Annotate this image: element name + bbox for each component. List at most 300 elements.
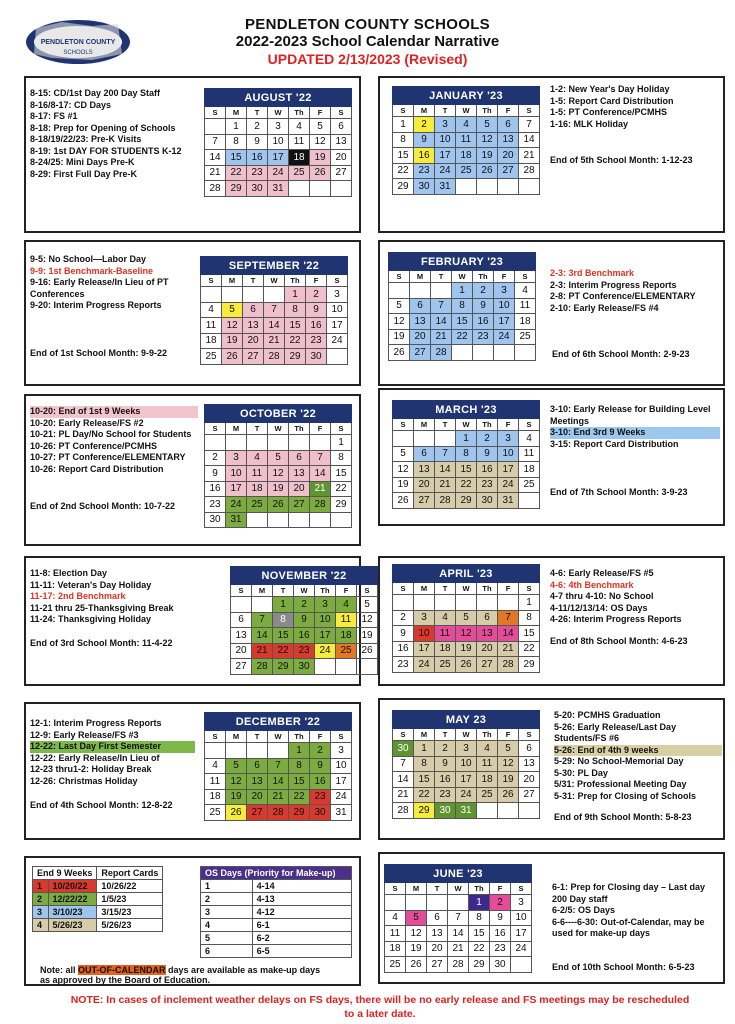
- calendar-may: MAY 23 S M T W Th F S 30 1 2 3 4 5 6 7 8 9 10 11 12 13 14 15 16 17 18 19 20 21 22 23 24 25 26 27 28 29 30 31: [392, 710, 540, 819]
- calendar-day: [247, 435, 268, 451]
- calendar-day: 6: [414, 446, 435, 462]
- calendar-day: 18: [247, 481, 268, 497]
- calendar-day: 10: [327, 302, 348, 318]
- calendar-day: 25: [519, 477, 540, 493]
- calendar-day: 10: [456, 756, 477, 772]
- calendar-day: 27: [247, 805, 268, 821]
- calendar-day: 13: [427, 926, 448, 942]
- calendar-day: 29: [456, 493, 477, 509]
- february-end-of-month: End of 6th School Month: 2-9-23: [552, 349, 690, 359]
- day-header: T: [427, 883, 448, 895]
- calendar-day: 9: [205, 466, 226, 482]
- calendar-january: JANUARY '23 S M T W Th F S 1 2 3 4 5 6 7 8 9 10 11 12 13 14 15 16 17 18 19 20 21 22 23 24 25 26 27 28 29 30 31: [392, 86, 540, 195]
- calendar-day: 28: [498, 657, 519, 673]
- calendar-day: 28: [393, 803, 414, 819]
- calendar-day: 7: [431, 298, 452, 314]
- calendar-day: 9: [435, 756, 456, 772]
- calendar-day: 1: [226, 119, 247, 135]
- calendar-day: 23: [490, 941, 511, 957]
- calendar-day: 30: [306, 349, 327, 365]
- calendar-day: 19: [456, 641, 477, 657]
- calendar-september: SEPTEMBER '22 S M T W Th F S 1 2 3 4 5 6 7 8 9 10 11 12 13 14 15 16 17 18 19 20 21 22 23 24 25 26 27 28 29 30: [200, 256, 348, 365]
- calendar-day: 16: [294, 628, 315, 644]
- calendar-day: [264, 287, 285, 303]
- calendar-day: 12: [393, 462, 414, 478]
- calendar-day: 22: [226, 165, 247, 181]
- calendar-day: 25: [477, 787, 498, 803]
- day-header: F: [310, 107, 331, 119]
- day-header: S: [327, 275, 348, 287]
- calendar-day: 28: [310, 497, 331, 513]
- calendar-day: 3: [498, 431, 519, 447]
- day-header: S: [393, 729, 414, 741]
- svg-text:PENDLETON COUNTY: PENDLETON COUNTY: [40, 39, 116, 46]
- calendar-day: [477, 803, 498, 819]
- calendar-day: 4: [201, 302, 222, 318]
- day-header: M: [406, 883, 427, 895]
- calendar-day: 16: [477, 462, 498, 478]
- calendar-day: 14: [264, 318, 285, 334]
- calendar-day: [393, 595, 414, 611]
- calendar-day: 6: [498, 117, 519, 133]
- calendar-day: 28: [252, 659, 273, 675]
- calendar-day: 13: [414, 462, 435, 478]
- calendar-day: 20: [331, 150, 352, 166]
- day-header: M: [414, 729, 435, 741]
- calendar-day: 20: [247, 789, 268, 805]
- calendar-day: [456, 595, 477, 611]
- calendar-day: [289, 435, 310, 451]
- calendar-day: 29: [331, 497, 352, 513]
- calendar-day: 5: [222, 302, 243, 318]
- calendar-day: 24: [226, 497, 247, 513]
- calendar-december: DECEMBER '22 S M T W Th F S 1 2 3 4 5 6 7 8 9 10 11 12 13 14 15 16 17 18 19 20 21 22 23 24 25 26 27 28 29 30 31: [204, 712, 352, 821]
- calendar-day: [410, 283, 431, 299]
- day-header: Th: [285, 275, 306, 287]
- calendar-day: [310, 512, 331, 528]
- day-header: Th: [477, 419, 498, 431]
- calendar-day: 6: [243, 302, 264, 318]
- calendar-day: 22: [331, 481, 352, 497]
- calendar-day: 5: [357, 597, 378, 613]
- calendar-day: 2: [490, 895, 511, 911]
- calendar-day: 8: [273, 612, 294, 628]
- calendar-day: [494, 345, 515, 361]
- calendar-day: 10: [226, 466, 247, 482]
- calendar-day: 24: [456, 787, 477, 803]
- calendar-day: 27: [410, 345, 431, 361]
- calendar-day: 21: [205, 165, 226, 181]
- calendar-day: 4: [205, 758, 226, 774]
- calendar-day: 2: [435, 741, 456, 757]
- day-header: S: [331, 423, 352, 435]
- day-header: W: [456, 729, 477, 741]
- calendar-day: [414, 431, 435, 447]
- calendar-day: 3: [331, 743, 352, 759]
- day-header: M: [410, 271, 431, 283]
- calendar-day: 10: [435, 132, 456, 148]
- calendar-day: 10: [268, 134, 289, 150]
- calendar-day: 4: [289, 119, 310, 135]
- calendar-day: 20: [289, 481, 310, 497]
- calendar-day: 14: [448, 926, 469, 942]
- day-header: T: [435, 419, 456, 431]
- calendar-day: 6: [289, 450, 310, 466]
- calendar-day: 26: [222, 349, 243, 365]
- calendar-day: 23: [294, 643, 315, 659]
- calendar-day: 20: [477, 641, 498, 657]
- calendar-day: 10: [511, 910, 532, 926]
- calendar-day: 27: [519, 787, 540, 803]
- calendar-day: 15: [273, 628, 294, 644]
- calendar-day: 14: [310, 466, 331, 482]
- calendar-day: 18: [515, 314, 536, 330]
- os-days-table: OS Days (Priority for Make-up) 1 4-14 2 4-13 3 4-12 4 6-1 5 6-2 6 6-5: [200, 866, 352, 958]
- calendar-day: 7: [264, 302, 285, 318]
- calendar-day: 23: [477, 477, 498, 493]
- calendar-day: 13: [289, 466, 310, 482]
- calendar-day: 11: [336, 612, 357, 628]
- calendar-day: 31: [456, 803, 477, 819]
- calendar-day: 15: [519, 626, 540, 642]
- calendar-day: 21: [268, 789, 289, 805]
- day-header: S: [231, 585, 252, 597]
- calendar-day: 1: [456, 431, 477, 447]
- april-notes: 4-6: Early Release/FS #5 4-6: 4th Benchmark 4-7 thru 4-10: No School 4-11/12/13/14: OS Days 4-26: Interim Progress Reports: [550, 568, 682, 624]
- calendar-day: [247, 743, 268, 759]
- calendar-day: [515, 345, 536, 361]
- calendar-day: 17: [511, 926, 532, 942]
- calendar-day: 30: [247, 181, 268, 197]
- day-header: T: [243, 275, 264, 287]
- day-header: S: [389, 271, 410, 283]
- calendar-day: 8: [393, 132, 414, 148]
- calendar-day: 9: [477, 446, 498, 462]
- calendar-day: 26: [389, 345, 410, 361]
- calendar-day: 3: [494, 283, 515, 299]
- calendar-day: 19: [222, 333, 243, 349]
- calendar-day: 3: [435, 117, 456, 133]
- calendar-day: 7: [252, 612, 273, 628]
- december-end-of-month: End of 4th School Month: 12-8-22: [30, 800, 173, 810]
- calendar-day: 19: [393, 477, 414, 493]
- calendar-day: [498, 179, 519, 195]
- calendar-day: 17: [327, 318, 348, 334]
- calendar-day: 24: [494, 329, 515, 345]
- day-header: F: [494, 271, 515, 283]
- calendar-november: NOVEMBER '22 S M T W Th F S 1 2 3 4 5 6 7 8 9 10 11 12 13 14 15 16 17 18 19 20 21 22 23 24 25 26 27 28 29 30: [230, 566, 378, 675]
- calendar-day: 3: [456, 741, 477, 757]
- calendar-day: [456, 179, 477, 195]
- calendar-day: 2: [473, 283, 494, 299]
- day-header: F: [310, 731, 331, 743]
- calendar-day: [448, 895, 469, 911]
- calendar-day: [231, 597, 252, 613]
- january-end-of-month: End of 5th School Month: 1-12-23: [550, 155, 693, 165]
- calendar-day: 7: [310, 450, 331, 466]
- calendar-day: 11: [435, 626, 456, 642]
- calendar-day: 25: [201, 349, 222, 365]
- calendar-day: 11: [289, 134, 310, 150]
- calendar-day: 12: [498, 756, 519, 772]
- calendar-day: 8: [285, 302, 306, 318]
- calendar-day: [498, 803, 519, 819]
- day-header: S: [519, 729, 540, 741]
- calendar-day: 31: [268, 181, 289, 197]
- calendar-day: 15: [285, 318, 306, 334]
- calendar-day: 31: [435, 179, 456, 195]
- calendar-day: 8: [519, 610, 540, 626]
- september-notes: 9-5: No School—Labor Day 9-9: 1st Benchmark-Baseline 9-16: Early Release/In Lieu of PT Conferences 9-20: Interim Progress Reports: [30, 254, 169, 310]
- calendar-day: 27: [427, 957, 448, 973]
- calendar-day: [331, 181, 352, 197]
- calendar-day: 18: [519, 462, 540, 478]
- calendar-day: 25: [205, 805, 226, 821]
- calendar-day: 12: [310, 134, 331, 150]
- calendar-day: 21: [435, 477, 456, 493]
- calendar-day: [205, 743, 226, 759]
- calendar-day: 18: [289, 150, 310, 166]
- calendar-day: 5: [406, 910, 427, 926]
- calendar-day: [427, 895, 448, 911]
- day-header: S: [519, 583, 540, 595]
- calendar-day: 25: [456, 163, 477, 179]
- day-header: M: [414, 105, 435, 117]
- calendar-day: 13: [243, 318, 264, 334]
- day-header: S: [393, 105, 414, 117]
- calendar-day: 28: [448, 957, 469, 973]
- calendar-day: 17: [315, 628, 336, 644]
- calendar-day: 9: [414, 132, 435, 148]
- calendar-day: 15: [393, 148, 414, 164]
- calendar-day: 26: [498, 787, 519, 803]
- calendar-day: 9: [310, 758, 331, 774]
- calendar-day: 28: [435, 493, 456, 509]
- calendar-day: 8: [452, 298, 473, 314]
- calendar-march: MARCH '23 S M T W Th F S 1 2 3 4 5 6 7 8 9 10 11 12 13 14 15 16 17 18 19 20 21 22 23 24 25 26 27 28 29 30 31: [392, 400, 540, 509]
- calendar-day: 8: [456, 446, 477, 462]
- calendar-day: [389, 283, 410, 299]
- calendar-day: 17: [456, 772, 477, 788]
- calendar-day: 11: [477, 756, 498, 772]
- calendar-day: [201, 287, 222, 303]
- calendar-day: 22: [452, 329, 473, 345]
- calendar-day: 16: [247, 150, 268, 166]
- calendar-day: [226, 435, 247, 451]
- calendar-day: 19: [477, 148, 498, 164]
- day-header: F: [498, 105, 519, 117]
- calendar-day: [205, 119, 226, 135]
- calendar-day: 1: [414, 741, 435, 757]
- calendar-day: 23: [205, 497, 226, 513]
- calendar-day: 13: [498, 132, 519, 148]
- august-notes: 8-15: CD/1st Day 200 Day Staff 8-16/8-17: CD Days 8-17: FS #1 8-18: Prep for Opening of Schools 8-18/19/22/23: Pre-K Visits 8-19: 1st DAY FOR STUDENTS K-12 8-24/25: Mini Days Pre-K 8-29: First Full Day Pre-K: [30, 88, 182, 179]
- calendar-day: 16: [306, 318, 327, 334]
- november-end-of-month: End of 3rd School Month: 11-4-22: [30, 638, 173, 648]
- calendar-day: [315, 659, 336, 675]
- day-header: F: [310, 423, 331, 435]
- calendar-day: [477, 179, 498, 195]
- calendar-day: 25: [336, 643, 357, 659]
- day-header: T: [247, 423, 268, 435]
- day-header: S: [331, 731, 352, 743]
- calendar-day: [477, 595, 498, 611]
- calendar-day: 17: [498, 462, 519, 478]
- calendar-day: 4: [456, 117, 477, 133]
- day-header: Th: [289, 107, 310, 119]
- calendar-day: 4: [247, 450, 268, 466]
- calendar-day: 13: [247, 774, 268, 790]
- calendar-day: 30: [393, 741, 414, 757]
- calendar-day: 12: [357, 612, 378, 628]
- calendar-day: 2: [306, 287, 327, 303]
- calendar-day: 22: [469, 941, 490, 957]
- calendar-day: 29: [519, 657, 540, 673]
- day-header: S: [519, 105, 540, 117]
- calendar-day: 3: [327, 287, 348, 303]
- calendar-day: 10: [331, 758, 352, 774]
- calendar-day: 28: [519, 163, 540, 179]
- day-header: F: [490, 883, 511, 895]
- calendar-day: 26: [268, 497, 289, 513]
- day-header: S: [385, 883, 406, 895]
- calendar-day: 1: [393, 117, 414, 133]
- calendar-day: 11: [515, 298, 536, 314]
- day-header: S: [515, 271, 536, 283]
- calendar-day: 23: [473, 329, 494, 345]
- calendar-day: [310, 435, 331, 451]
- calendar-day: 6: [410, 298, 431, 314]
- day-header: S: [205, 107, 226, 119]
- calendar-day: 2: [247, 119, 268, 135]
- calendar-day: 7: [448, 910, 469, 926]
- calendar-day: 27: [289, 497, 310, 513]
- calendar-day: 6: [519, 741, 540, 757]
- calendar-day: 3: [511, 895, 532, 911]
- calendar-day: 19: [357, 628, 378, 644]
- calendar-day: 16: [490, 926, 511, 942]
- calendar-day: 20: [414, 477, 435, 493]
- calendar-day: 25: [385, 957, 406, 973]
- calendar-day: 28: [264, 349, 285, 365]
- calendar-day: 6: [427, 910, 448, 926]
- calendar-day: [435, 431, 456, 447]
- calendar-day: 19: [268, 481, 289, 497]
- updated-label: UPDATED 2/13/2023 (Revised): [267, 51, 468, 67]
- day-header: F: [498, 583, 519, 595]
- calendar-day: 14: [393, 772, 414, 788]
- calendar-day: 27: [477, 657, 498, 673]
- day-header: T: [247, 107, 268, 119]
- calendar-day: 27: [414, 493, 435, 509]
- calendar-day: 29: [285, 349, 306, 365]
- calendar-day: 16: [414, 148, 435, 164]
- day-header: T: [435, 583, 456, 595]
- october-end-of-month: End of 2nd School Month: 10-7-22: [30, 501, 176, 511]
- calendar-day: 26: [226, 805, 247, 821]
- calendar-day: 27: [498, 163, 519, 179]
- calendar-day: 15: [452, 314, 473, 330]
- calendar-day: 16: [435, 772, 456, 788]
- svg-text:SCHOOLS: SCHOOLS: [63, 50, 93, 56]
- calendar-day: [268, 435, 289, 451]
- calendar-day: 30: [490, 957, 511, 973]
- calendar-day: 6: [247, 758, 268, 774]
- calendar-day: 13: [519, 756, 540, 772]
- calendar-day: 7: [435, 446, 456, 462]
- calendar-day: 13: [231, 628, 252, 644]
- calendar-day: 26: [310, 165, 331, 181]
- calendar-day: [243, 287, 264, 303]
- calendar-day: 4: [435, 610, 456, 626]
- calendar-day: 16: [310, 774, 331, 790]
- calendar-day: 23: [247, 165, 268, 181]
- march-notes: 3-10: Early Release for Building Level Meetings 3-10: End 3rd 9 Weeks 3-15: Report Card Distribution: [550, 404, 720, 450]
- calendar-day: 15: [456, 462, 477, 478]
- calendar-day: 21: [264, 333, 285, 349]
- calendar-day: [511, 957, 532, 973]
- calendar-day: 3: [315, 597, 336, 613]
- calendar-day: 27: [331, 165, 352, 181]
- calendar-day: 10: [494, 298, 515, 314]
- calendar-day: 26: [456, 657, 477, 673]
- calendar-day: 12: [389, 314, 410, 330]
- calendar-day: 29: [414, 803, 435, 819]
- day-header: S: [331, 107, 352, 119]
- calendar-day: [473, 345, 494, 361]
- calendar-day: 16: [393, 641, 414, 657]
- calendar-day: 9: [294, 612, 315, 628]
- calendar-august: AUGUST '22 S M T W Th F S 1 2 3 4 5 6 7 8 9 10 11 12 13 14 15 16 17 18 19 20 21 22 23 24 25 26 27 28 29 30 31: [204, 88, 352, 197]
- calendar-day: 20: [427, 941, 448, 957]
- calendar-day: [519, 493, 540, 509]
- calendar-day: 14: [498, 626, 519, 642]
- calendar-day: 17: [435, 148, 456, 164]
- day-header: W: [456, 583, 477, 595]
- day-header: Th: [477, 105, 498, 117]
- calendar-day: 19: [226, 789, 247, 805]
- calendar-day: 11: [456, 132, 477, 148]
- calendar-day: [336, 659, 357, 675]
- calendar-day: 14: [519, 132, 540, 148]
- calendar-day: 18: [201, 333, 222, 349]
- calendar-day: [414, 595, 435, 611]
- calendar-day: 21: [498, 641, 519, 657]
- calendar-day: [226, 743, 247, 759]
- day-header: Th: [315, 585, 336, 597]
- calendar-day: 25: [247, 497, 268, 513]
- calendar-day: 7: [519, 117, 540, 133]
- day-header: M: [414, 419, 435, 431]
- day-header: T: [435, 105, 456, 117]
- june-notes: 6-1: Prep for Closing day – Last day 200 Day staff 6-2/5: OS Days 6-6----6-30: Out-of-Calendar, may be used for make-up days: [552, 882, 706, 938]
- day-header: W: [456, 105, 477, 117]
- calendar-day: 24: [331, 789, 352, 805]
- calendar-day: 30: [294, 659, 315, 675]
- calendar-day: 31: [226, 512, 247, 528]
- day-header: F: [498, 419, 519, 431]
- day-header: M: [252, 585, 273, 597]
- october-notes: 10-20: End of 1st 9 Weeks 10-20: Early Release/FS #2 10-21: PL Day/No School for Students 10-26: PT Conference/PCMHS 10-27: PT Conference/ELEMENTARY 10-26: Report Card Distribution: [30, 406, 198, 475]
- september-end-of-month: End of 1st School Month: 9-9-22: [30, 348, 168, 358]
- calendar-day: 9: [473, 298, 494, 314]
- calendar-day: [519, 803, 540, 819]
- calendar-day: 4: [519, 431, 540, 447]
- calendar-day: 31: [498, 493, 519, 509]
- calendar-day: 29: [393, 179, 414, 195]
- calendar-day: 23: [393, 657, 414, 673]
- calendar-day: 11: [201, 318, 222, 334]
